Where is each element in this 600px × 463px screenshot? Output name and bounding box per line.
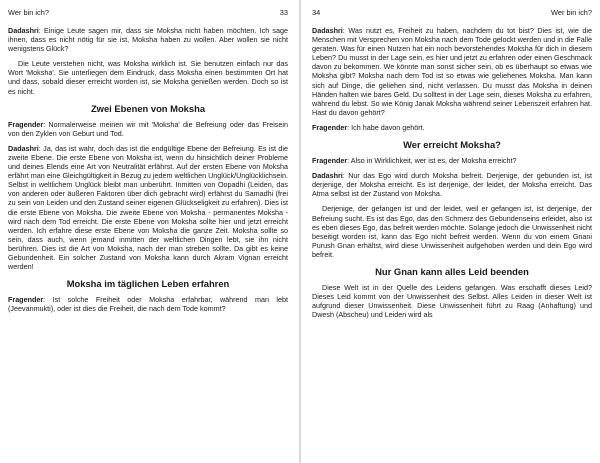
paragraph-text: : Was nutzt es, Freiheit zu haben, nachdem du tot bist? Dies ist, wie die Menschen mit Versprechen von Moksha nach dem Tode gelockt werden und in die Falle geraten. Was für einen Nutzen hat ein noch bevorstehendes Moksha für dich in diesem Leben? Du musst in der Lage sein, es hier und jetzt zu erfahren oder einen Geschmack davon zu bekommen. We könnte man sonst sicher sein, ob es überhaupt so etwas wie Moksha gibt? Moksha nach dem Tod ist so etwas wie geliehenes Moksha. Man kann sich auf Dinge, die geliehen sind, nicht verlassen. Du musst das Moksha in deinen Händen halten wie bares Geld. Du solltest in der Lage sein, dieses Moksha zu erfahren, während du lebst. So wie König Janak Moksha während seiner Lebenszeit erfahren hat. Hast du davon gehört? [312,26,592,117]
speaker-label: Fragender [8,295,44,305]
paragraph-text: : Normalerweise meinen wir mit 'Moksha' die Befreiung oder das Freisein von den Zyklen von Geburt und Tod. [8,119,288,138]
book-gutter [299,0,301,463]
speaker-label: Fragender [312,122,348,132]
speaker-label: Dadashri [312,171,343,181]
running-title: Wer bin ich? [8,8,49,17]
section-heading: Zwei Ebenen von Moksha [90,102,206,114]
paragraph-text: : Ja, das ist wahr, doch das ist die endgültige Ebene der Befreiung. Es ist die zweite Ebene. Die erste Ebene von Moksha ist, wenn du hinsichtlich deiner Probleme und deines Elends eine Art von Neutralität erfährst. Auf der ersten Ebene von Moksha erfährt man eine Gleichgültigkeit in Bezug zu jedem weltlichen Unglück/Unglücklichsein. Selbst in weltlichem Unglück bleibt man unberührt. Inmitten von Oopadhi (Leiden, das von anderen oder äußeren Faktoren über dich gebracht wird) erfährst du Samadhi (frei zu sein von Leiden und den Zustand seiner eigenen Glückseligkeit zu erfahren). Dies ist die erste Ebene von Moksha. Die zweite Ebene von Moksha - permanentes Moksha - wird nach dem Tod erreicht. Die erste Ebene von Moksha sollte hier und jetzt erreicht werden. Ich erfahre diese erste Ebene von Moksha die ganze Zeit. Moksha sollte so sein, dass auch, wenn jemand inmitten der weltlichen Dingen lebt, sie ihn nicht berühren. Dies ist die Art von Moksha, nach der man streben sollte. Da gibt es keine Gebundenheit. Ein solcher Zustand von Moksha kann durch Akram Vignan erreicht werden! [8,143,288,272]
speaker-label: Dadashri [312,26,343,35]
speaker-label: Dadashri [8,143,39,153]
paragraph: Diese Welt ist in der Quelle des Leidens gefangen. Was erschafft dieses Leid? Dieses Leid kommt von der Unwissenheit des Selbst. Alles Leiden in dieser Welt ist aufgrund dieser Unwissenheit. Diese Unwissenheit führt zu Raag (Anhaftung) und Dwesh (Abscheu) und Leiden wird als [312,282,592,320]
paragraph [312,171,592,198]
paragraph-text: : Ich habe davon gehört. [347,122,425,132]
paragraph: Die Leute verstehen nicht, was Moksha wirklich ist. Sie benutzen einfach nur das Wort 'Moksha'. Sie unterliegen dem Eindruck, dass Moksha einen bestimmten Ort hat und dass, sobald dieser erreicht worden ist, sie Moksha genießen werden. Doch so ist es nicht. [8,59,288,96]
paragraph-text: : Ist solche Freiheit oder Moksha erfahrbar, während man lebt (Jeevanmukti), oder ist dies die Freiheit, die nach dem Tode kommt? [8,295,288,314]
paragraph [312,26,592,117]
paragraph: Derjenige, der gefangen ist und der leidet, weil er gefangen ist, ist derjenige, der Befreiung sucht. Es ist das Ego, das den Schmerz des Gebundenseins erleidet, also ist es eben dieses Ego, das befreit werden möchte. Solange jedoch die Unwissenheit nicht beseitigt worden ist, kann das Ego nicht befreit werden. Wenn du von einem Gnani Purush Gnan erhältst, wird diese Unwissenheit aufgehoben werden und dein Ego wird befreit. [312,204,592,259]
section-heading: Nur Gnan kann alles Leid beenden [375,265,529,277]
section-heading: Moksha im täglichen Leben erfahren [66,278,230,290]
paragraph-text: : Einige Leute sagen mir, dass sie Moksha nicht haben möchten. Ich sage ihnen, dass es nicht nötig für sie ist, Moksha haben zu wollen. Aber wollen sie nicht wenigstens Glück? [8,26,288,54]
paragraph [8,26,288,53]
paragraph [8,144,288,271]
speaker-label: Dadashri [8,26,39,35]
paragraph-text: : Also in Wirklichkeit, wer ist es, der Moksha erreicht? [347,156,517,166]
page-number: 33 [279,8,288,17]
section-heading: Wer erreicht Moksha? [403,139,501,151]
paragraph-text: : Nur das Ego wird durch Moksha befreit. Derjenige, der gebunden ist, ist derjenige, der Moksha erreicht. Es ist derjenige, der leidet, der Moksha erreicht. Das Atma selbst ist der Zustand von Moksha. [312,171,592,199]
speaker-label: Fragender [8,119,44,129]
paragraph [312,156,592,165]
left-page-header [8,8,288,17]
paragraph [312,123,592,132]
left-page [0,0,298,463]
running-title: Wer bin ich? [551,8,592,17]
page-number: 34 [312,8,321,17]
right-page [302,0,600,463]
right-page-header [312,8,592,17]
paragraph [8,295,288,313]
speaker-label: Fragender [312,156,348,166]
paragraph [8,120,288,138]
